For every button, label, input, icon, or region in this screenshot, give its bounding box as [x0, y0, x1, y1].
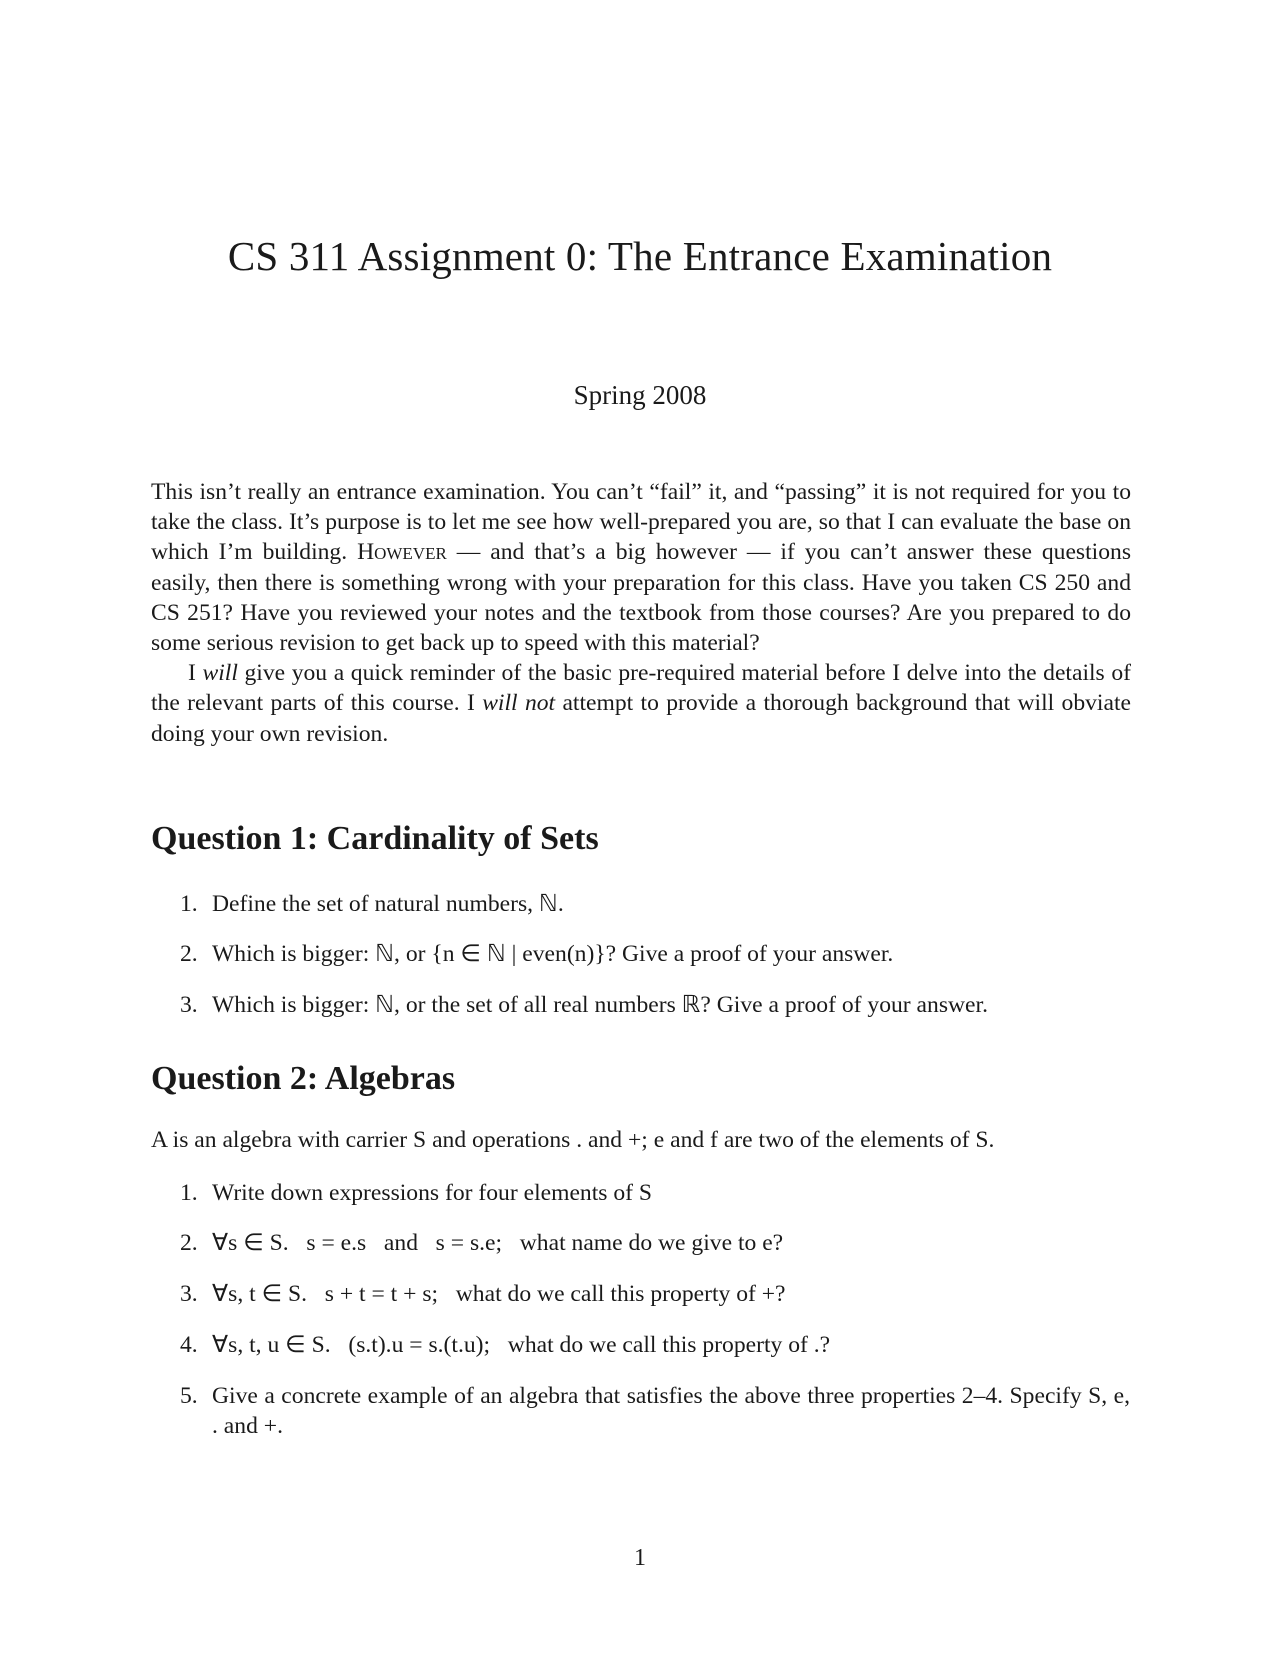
item-number: 3. [180, 992, 198, 1018]
document-title: CS 311 Assignment 0: The Entrance Examination [227, 233, 1053, 279]
intro-will: will [202, 660, 238, 687]
intro-p2-text-b: give you a quick reminder of the basic pre-required material before I delve into the details of the relevant parts of this course. I [151, 660, 1131, 717]
item-text: ∀s ∈ S. s = e.s and s = s.e; what name do we give to e? [212, 1230, 784, 1256]
intro-however: However [357, 539, 447, 566]
intro-p2-text-a: I [188, 660, 196, 687]
item-text: Give a concrete example of an algebra that satisfies the above three properties 2–4. Specify S, e, . and +. [212, 1383, 1130, 1440]
item-number: 3. [180, 1281, 198, 1307]
item-number: 2. [180, 1230, 198, 1256]
intro-p1-text-b: — and that’s a big however — if you can’t answer these questions easily, then there is something wrong with your preparation for this class. Have you taken CS 250 and CS 251? Have you reviewed your notes and the textbook from those courses? Are you prepared to do some serious revision to get back up to speed with this material? [151, 539, 1132, 657]
question-1-heading: Question 1: Cardinality of Sets [151, 820, 599, 857]
item-text: ∀s, t, u ∈ S. (s.t).u = s.(t.u); what do we call this property of .? [212, 1332, 831, 1358]
question-2-intro: A is an algebra with carrier S and operations . and +; e and f are two of the elements of S. [151, 1127, 995, 1153]
item-text: Define the set of natural numbers, ℕ. [212, 891, 564, 917]
item-number: 4. [180, 1332, 198, 1358]
intro-will-not: will not [482, 690, 556, 717]
document-term: Spring 2008 [573, 380, 707, 410]
item-text: ∀s, t ∈ S. s + t = t + s; what do we call this property of +? [212, 1281, 786, 1307]
page-number: 1 [634, 1545, 646, 1571]
item-text: Write down expressions for four elements of S [212, 1180, 653, 1206]
item-text: Which is bigger: ℕ, or {n ∈ ℕ | even(n)}? Give a proof of your answer. [212, 941, 894, 967]
item-number: 5. [180, 1383, 198, 1409]
question-2-heading: Question 2: Algebras [151, 1060, 456, 1097]
intro-p1-text-a: This isn’t really an entrance examination. You can’t “fail” it, and “passing” it is not required for you to take the class. It’s purpose is to let me see how well-prepared you are, so that I can evaluate the base on which I’m building. [151, 479, 1131, 566]
item-text: Which is bigger: ℕ, or the set of all real numbers ℝ? Give a proof of your answer. [212, 992, 988, 1018]
item-number: 1. [180, 1180, 198, 1206]
intro-paragraph-1 [151, 477, 1131, 658]
intro-section [151, 477, 1131, 749]
intro-paragraph-2 [151, 658, 1131, 749]
intro-p2-text-c: attempt to provide a thorough background that will obviate doing your own revision. [151, 690, 1131, 747]
item-number: 1. [180, 891, 198, 917]
item-number: 2. [180, 941, 198, 967]
